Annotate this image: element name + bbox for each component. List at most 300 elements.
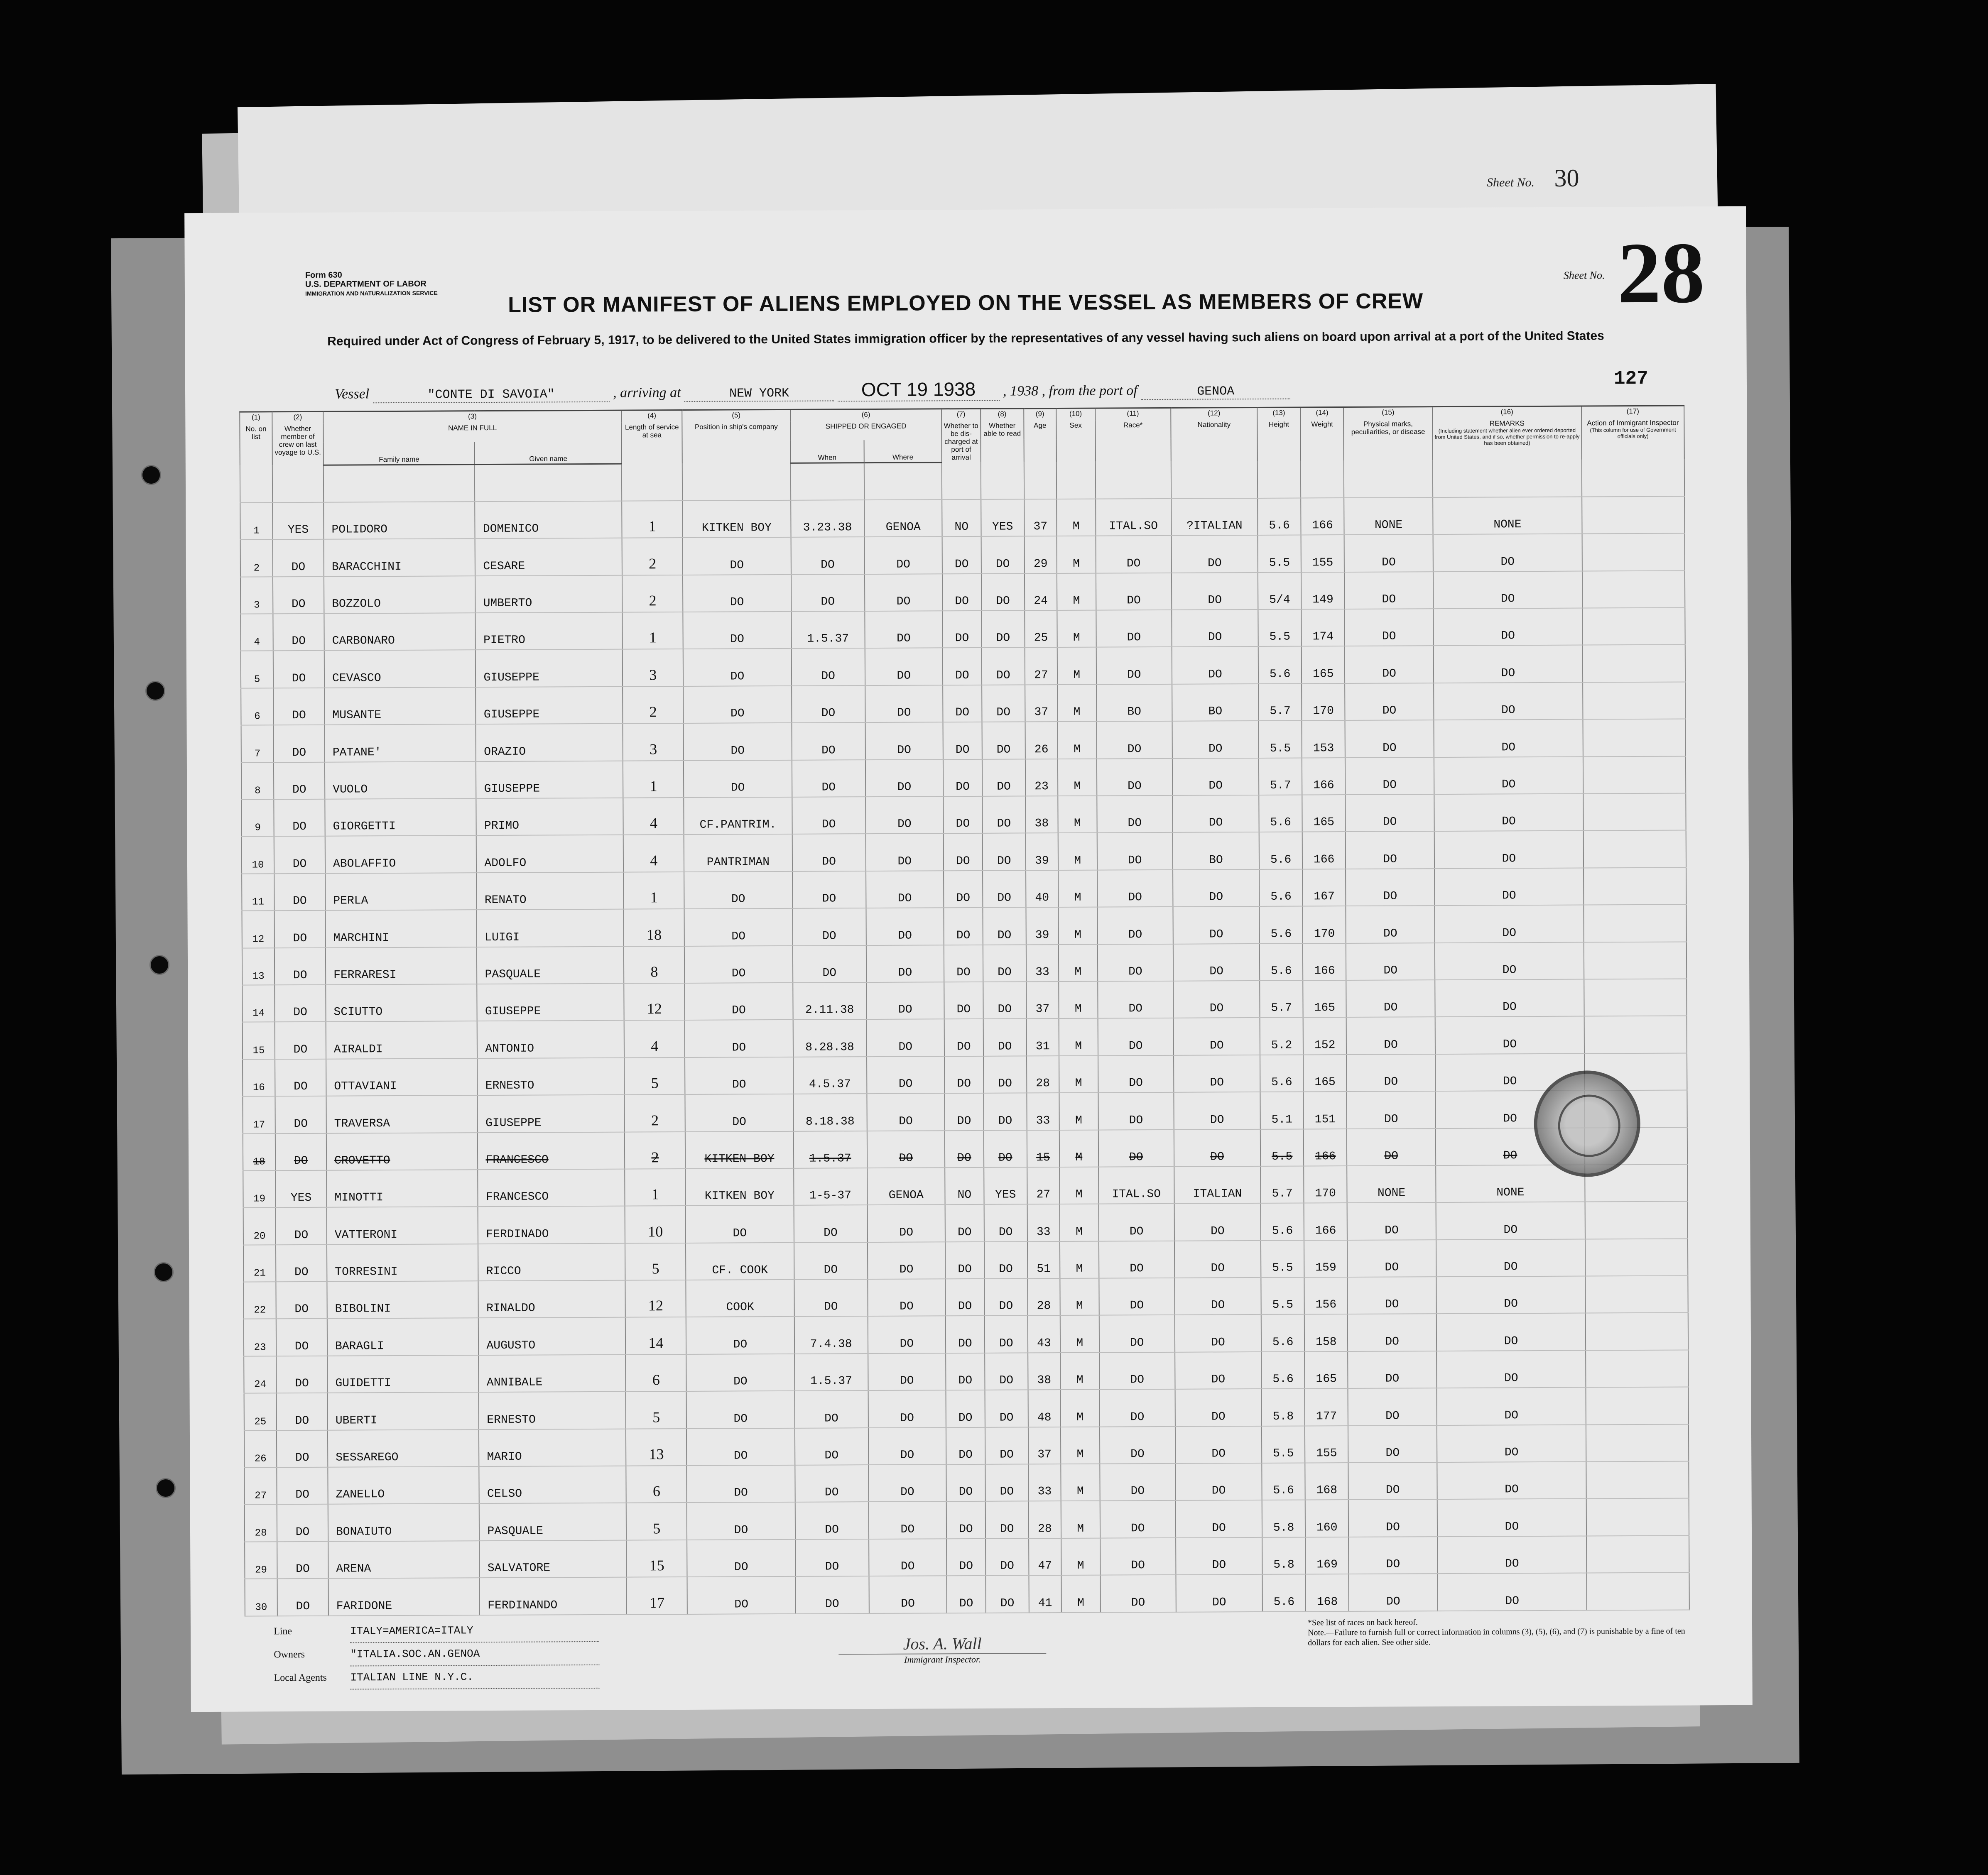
cell-disch: DO [946,1390,985,1427]
cell-race: DO [1100,1500,1176,1538]
table-row [243,1276,1688,1319]
cell-remarks: DO [1435,979,1584,1017]
cell-age: 33 [1027,1204,1059,1241]
cell-nat: DO [1176,1537,1262,1575]
cell-where: DO [868,1464,946,1502]
penalty-note: Note.—Failure to furnish full or correct information in columns (3), (5), (6), and (7) is punishable by a fine of ten dollars for each alien. See other side. [1308,1626,1685,1647]
cell-age: 33 [1026,945,1059,982]
cell-family: PERLA [325,873,477,911]
cell-where: GENOA [864,499,942,537]
table-row [241,645,1685,688]
cell-pos: DO [685,1094,794,1132]
cell-disch: DO [942,611,981,648]
cell-marks: DO [1348,1537,1437,1574]
cell-sex: M [1057,684,1096,722]
cell-race: DO [1098,1129,1174,1167]
table-row [242,905,1686,948]
footnotes [1308,1616,1706,1647]
cell-no: 20 [243,1208,276,1245]
cell-remarks: DO [1436,1202,1585,1240]
cell-marks: DO [1346,943,1435,980]
cell-read: DO [982,685,1025,722]
cell-read: DO [985,1353,1028,1390]
cell-wt: 153 [1302,720,1346,758]
cell-disch: DO [946,1316,985,1353]
header-last-voyage: Whether member of crew on last voyage to U.S. [272,424,323,465]
consulate-seal-stamp [1534,1070,1640,1177]
cell-when: DO [791,537,864,574]
cell-where: DO [865,722,943,759]
cell-disch: DO [944,982,983,1019]
cell-wt: 149 [1301,572,1345,609]
cell-disch: DO [944,1056,983,1094]
cell-wt: 170 [1302,683,1345,721]
cell-no: 14 [242,985,275,1022]
cell-race: DO [1097,796,1173,833]
cell-last: DO [274,836,325,874]
cell-last: DO [277,1430,328,1467]
col-number: (3) [323,410,622,424]
manifest-page [184,206,1753,1712]
back-sheet-value: 30 [1554,164,1579,192]
cell-sex: M [1059,1093,1098,1130]
cell-nat: BO [1172,684,1259,721]
cell-where: DO [868,1502,946,1539]
cell-where: DO [868,1353,946,1390]
cell-ht: 5.6 [1261,1351,1305,1389]
cell-no: 17 [243,1096,275,1133]
cell-wt: 168 [1306,1574,1349,1611]
vessel-line [335,377,1290,404]
cell-family: OTTAVIANI [326,1058,478,1096]
line-value: ITALY=AMERICA=ITALY [350,1619,599,1643]
cell-ht: 5.6 [1259,832,1303,869]
page-mark: 127 [1613,367,1648,390]
cell-sex: M [1061,1575,1100,1613]
col-number: (14) [1300,407,1343,420]
cell-pos: DO [684,983,793,1021]
cell-no: 26 [244,1430,277,1468]
cell-remarks: DO [1433,534,1582,572]
cell-no: 4 [240,614,273,651]
cell-pos: DO [684,871,792,909]
cell-nat: DO [1175,1426,1262,1464]
cell-wt: 166 [1302,758,1346,795]
cell-marks: DO [1349,1574,1438,1611]
cell-len: 17 [627,1577,687,1614]
cell-disch: DO [943,685,982,722]
year-label: , 19 [1003,383,1025,399]
table-row [242,942,1686,985]
cell-age: 23 [1025,759,1058,796]
cell-ht: 5.1 [1260,1092,1304,1129]
cell-len: 2 [625,1132,685,1169]
cell-when: 1.5.37 [793,1131,867,1168]
back-sheet-label: Sheet No. [1487,176,1535,189]
cell-last: DO [274,799,325,837]
cell-sex: M [1058,833,1097,870]
cell-age: 38 [1025,796,1058,833]
cell-last: DO [277,1542,328,1579]
cell-nat: DO [1174,1055,1260,1092]
cell-len: 2 [623,686,684,724]
cell-when: DO [795,1502,868,1540]
cell-where: DO [868,1242,946,1279]
cell-given: SALVATORE [480,1540,627,1578]
cell-age: 28 [1027,1278,1060,1316]
cell-age: 28 [1029,1501,1061,1538]
cell-pos: PANTRIMAN [684,834,792,872]
cell-sex: M [1058,796,1097,833]
cell-ht: 5.5 [1258,609,1302,647]
cell-ht: 5.8 [1262,1389,1305,1426]
cell-sex: M [1060,1353,1099,1390]
cell-read: DO [985,1501,1029,1539]
cell-nat: DO [1173,944,1260,981]
cell-remarks: DO [1436,1128,1585,1165]
cell-disch: DO [944,908,983,945]
cell-sex: M [1061,1464,1100,1501]
col-number: (15) [1344,407,1433,419]
header-gap-row [240,459,1684,502]
cell-no: 3 [240,577,273,614]
cell-disch: DO [946,1427,985,1464]
cell-race: DO [1096,573,1172,610]
cell-pos: DO [686,1391,795,1429]
cell-last: DO [276,1319,327,1356]
cell-ht: 5.5 [1260,1129,1304,1166]
binder-hole [141,465,161,485]
cell-inspector-action [1583,793,1686,830]
cell-wt: 170 [1303,906,1346,943]
cell-len: 12 [625,1280,686,1317]
cell-disch: DO [943,796,982,834]
cell-marks: DO [1345,609,1434,646]
cell-given: UMBERTO [475,575,622,613]
cell-where: DO [867,1131,945,1168]
cell-disch: DO [944,1093,983,1131]
cell-wt: 167 [1302,869,1346,906]
cell-pos: DO [687,1502,795,1540]
header-remarks [1432,419,1582,460]
cell-inspector-action [1586,1350,1688,1387]
cell-given: LUIGI [477,909,624,947]
cell-inspector-action [1586,1424,1689,1461]
cell-read: DO [983,945,1027,982]
cell-wt: 166 [1302,832,1346,869]
cell-age: 15 [1027,1130,1059,1168]
cell-ht: 5.5 [1258,535,1302,573]
cell-where: DO [866,945,944,982]
agents-value: ITALIAN LINE N.Y.C. [350,1665,599,1690]
table-row [241,793,1686,837]
cell-remarks: DO [1437,1499,1587,1537]
cell-pos: KITKEN BOY [685,1131,794,1169]
cell-remarks: DO [1433,608,1583,646]
cell-last: DO [276,1356,327,1393]
cell-nat: ?ITALIAN [1171,498,1258,536]
cell-remarks: DO [1434,831,1584,869]
arrival-port: NEW YORK [684,386,834,402]
cell-read: DO [984,1278,1028,1316]
cell-age: 33 [1027,1093,1059,1130]
cell-where: DO [868,1390,946,1428]
cell-race: DO [1097,758,1173,796]
cell-when: 8.28.38 [793,1019,866,1057]
cell-wt: 155 [1301,535,1345,572]
cell-remarks: DO [1435,1016,1584,1054]
cell-nat: DO [1174,1278,1261,1315]
cell-ht: 5.8 [1262,1537,1306,1574]
col-number: (5) [682,409,790,422]
owners-value: "ITALIA.SOC.AN.GENOA [350,1642,599,1667]
cell-no: 25 [244,1393,277,1431]
cell-read: DO [984,1316,1028,1353]
cell-when: DO [795,1576,869,1613]
cell-family: CROVETTO [326,1133,478,1170]
cell-when: DO [794,1205,867,1242]
back-sheet-number [1487,164,1579,193]
cell-wt: 165 [1302,795,1346,832]
cell-inspector-action [1582,608,1685,645]
cell-ht: 5.7 [1260,980,1303,1018]
header-inspector-action [1581,418,1684,459]
cell-read: DO [981,610,1025,648]
cell-given: RENATO [477,872,624,910]
from-port-label: , from the port of [1042,383,1137,399]
cell-read: DO [982,833,1026,871]
cell-pos: KITKEN BOY [685,1168,794,1206]
cell-sex: M [1057,722,1096,759]
cell-given: PIETRO [476,612,623,650]
cell-where: DO [866,908,944,945]
cell-sex: M [1060,1278,1099,1316]
cell-where: GENOA [867,1168,945,1205]
cell-read: DO [984,1204,1027,1242]
cell-remarks: DO [1436,1350,1586,1388]
cell-where: DO [865,685,943,722]
cell-inspector-action [1583,682,1685,719]
col-number: (8) [981,409,1024,421]
table-row [241,719,1686,763]
col-number: (12) [1171,407,1257,420]
cell-age: 48 [1028,1390,1060,1427]
table-row [241,682,1685,725]
cell-race: BO [1096,684,1172,722]
cell-read: DO [983,908,1026,945]
cell-read: DO [983,1093,1027,1131]
cell-disch: DO [946,1539,985,1576]
crew-manifest-table [239,405,1690,1616]
document-subtitle: Required under Act of Congress of February 5, 1917, to be delivered to the United States immigration officer by the representatives of any vessel having such aliens on board upon arrival at a port of the United States [327,329,1604,348]
cell-pos: DO [686,1428,795,1466]
cell-sex: M [1057,610,1096,648]
cell-where: DO [866,871,944,908]
footer-agents-row [274,1665,599,1690]
cell-wt: 166 [1301,498,1344,535]
cell-given: PASQUALE [477,946,624,984]
cell-wt: 168 [1305,1463,1349,1500]
cell-pos: DO [683,537,791,575]
cell-where: DO [865,574,943,611]
cell-remarks: DO [1434,645,1583,683]
header-given-name: Given name [475,441,622,464]
sheet-number-label: Sheet No. [1563,269,1605,281]
cell-remarks: DO [1434,794,1584,832]
cell-inspector-action [1584,942,1686,979]
cell-len: 5 [626,1391,686,1429]
cell-wt: 174 [1302,609,1345,646]
cell-where: DO [867,1056,945,1094]
cell-remarks: DO [1437,1425,1586,1462]
cell-where: DO [865,759,943,797]
cell-last: DO [273,688,324,725]
cell-read: DO [985,1576,1029,1613]
cell-last: DO [274,874,325,911]
cell-when: DO [794,1242,868,1280]
cell-marks: DO [1345,683,1434,720]
cell-disch: DO [942,536,981,574]
cell-race: DO [1096,647,1172,684]
cell-len: 4 [624,1020,685,1057]
cell-family: VATTERONI [327,1207,478,1244]
header-nationality: Nationality [1171,420,1258,461]
cell-when: 7.4.38 [794,1317,868,1354]
table-row [242,867,1686,911]
cell-remarks: DO [1435,1091,1585,1128]
cell-sex: M [1060,1241,1099,1278]
cell-age: 41 [1029,1575,1061,1613]
header-discharged: Whether to be dis-charged at port of arrival [941,421,981,462]
cell-when: 1.5.37 [791,611,865,649]
cell-family: CARBONARO [324,613,476,651]
table-row [243,1090,1687,1134]
cell-no: 1 [240,502,272,540]
cell-given: CESARE [475,538,622,576]
cell-len: 4 [623,835,684,872]
cell-disch: DO [944,871,983,908]
owners-label: Owners [274,1649,305,1660]
cell-inspector-action [1587,1573,1689,1610]
cell-when: DO [794,1279,868,1317]
cell-pos: DO [686,1317,794,1354]
cell-when: DO [792,760,865,797]
cell-sex: M [1060,1204,1099,1241]
header-race: Race* [1095,420,1171,462]
cell-inspector-action [1586,1387,1689,1425]
cell-sex: M [1058,870,1097,907]
cell-no: 23 [244,1319,276,1356]
cell-when: DO [792,908,866,945]
cell-when: 1.5.37 [794,1354,868,1391]
line-label: Line [273,1626,292,1637]
cell-family: BARACCHINI [324,539,476,576]
cell-when: DO [792,834,865,871]
cell-last: DO [275,1059,326,1097]
cell-disch: NO [942,499,981,537]
cell-when: DO [792,797,865,834]
table-row [243,1016,1687,1060]
cell-ht: 5.7 [1259,758,1302,795]
binder-hole [156,1478,176,1498]
cell-given: ANTONIO [477,1021,624,1058]
cell-marks: DO [1347,1240,1436,1277]
cell-inspector-action [1584,830,1686,868]
cell-given: RINALDO [478,1280,625,1318]
cell-last: DO [277,1467,328,1505]
cell-remarks: DO [1434,905,1584,943]
col-number: (13) [1257,407,1300,420]
cell-nat: DO [1173,981,1260,1018]
header-inspector-sub: (This column for use of Government officials only) [1590,426,1676,440]
cell-inspector-action [1584,905,1686,942]
cell-nat: DO [1172,795,1259,832]
header-sex: Sex [1056,421,1095,462]
cell-pos: CF. COOK [686,1243,794,1280]
cell-marks: DO [1348,1314,1436,1351]
cell-no: 16 [243,1059,275,1097]
cell-race: DO [1098,1204,1174,1241]
cell-race: DO [1100,1464,1176,1501]
table-row [244,1387,1689,1431]
cell-no: 22 [243,1282,276,1319]
cell-marks: DO [1346,794,1434,832]
cell-given: ADOLFO [476,835,623,873]
cell-last: DO [275,1096,326,1133]
header-no-on-list: No. on list [240,424,272,465]
cell-no: 28 [245,1505,277,1542]
cell-last: DO [276,1244,327,1282]
cell-last: YES [272,502,324,540]
cell-inspector-action [1583,756,1686,793]
cell-marks: DO [1345,757,1434,795]
cell-last: DO [274,762,325,799]
cell-len: 3 [623,649,683,686]
cell-nat: DO [1172,758,1259,796]
cell-when: DO [792,685,865,723]
table-row [243,1239,1688,1282]
cell-read: DO [985,1538,1029,1576]
cell-race: DO [1097,870,1173,907]
cell-age: 47 [1029,1538,1061,1576]
cell-last: DO [273,539,324,577]
cell-ht: 5.6 [1258,498,1301,535]
cell-len: 2 [622,538,683,575]
cell-wt: 158 [1304,1314,1348,1352]
cell-when: DO [791,574,865,612]
cell-last: DO [275,985,326,1022]
cell-wt: 156 [1304,1277,1348,1314]
cell-where: DO [865,834,944,871]
cell-age: 40 [1026,870,1058,908]
cell-wt: 155 [1305,1426,1348,1463]
cell-nat: DO [1172,609,1258,647]
cell-len: 1 [622,501,683,538]
cell-ht: 5.5 [1261,1240,1304,1278]
cell-nat: DO [1175,1389,1262,1426]
cell-where: DO [865,796,944,834]
cell-sex: M [1057,499,1096,536]
cell-last: DO [273,576,324,614]
cell-ht: 5.6 [1258,646,1302,684]
cell-sex: M [1060,1315,1099,1353]
cell-marks: DO [1344,572,1433,609]
cell-race: DO [1100,1575,1176,1612]
cell-age: 25 [1025,610,1057,648]
cell-last: DO [275,1133,326,1170]
cell-len: 2 [622,575,683,612]
cell-given: ANNIBALE [479,1354,626,1392]
